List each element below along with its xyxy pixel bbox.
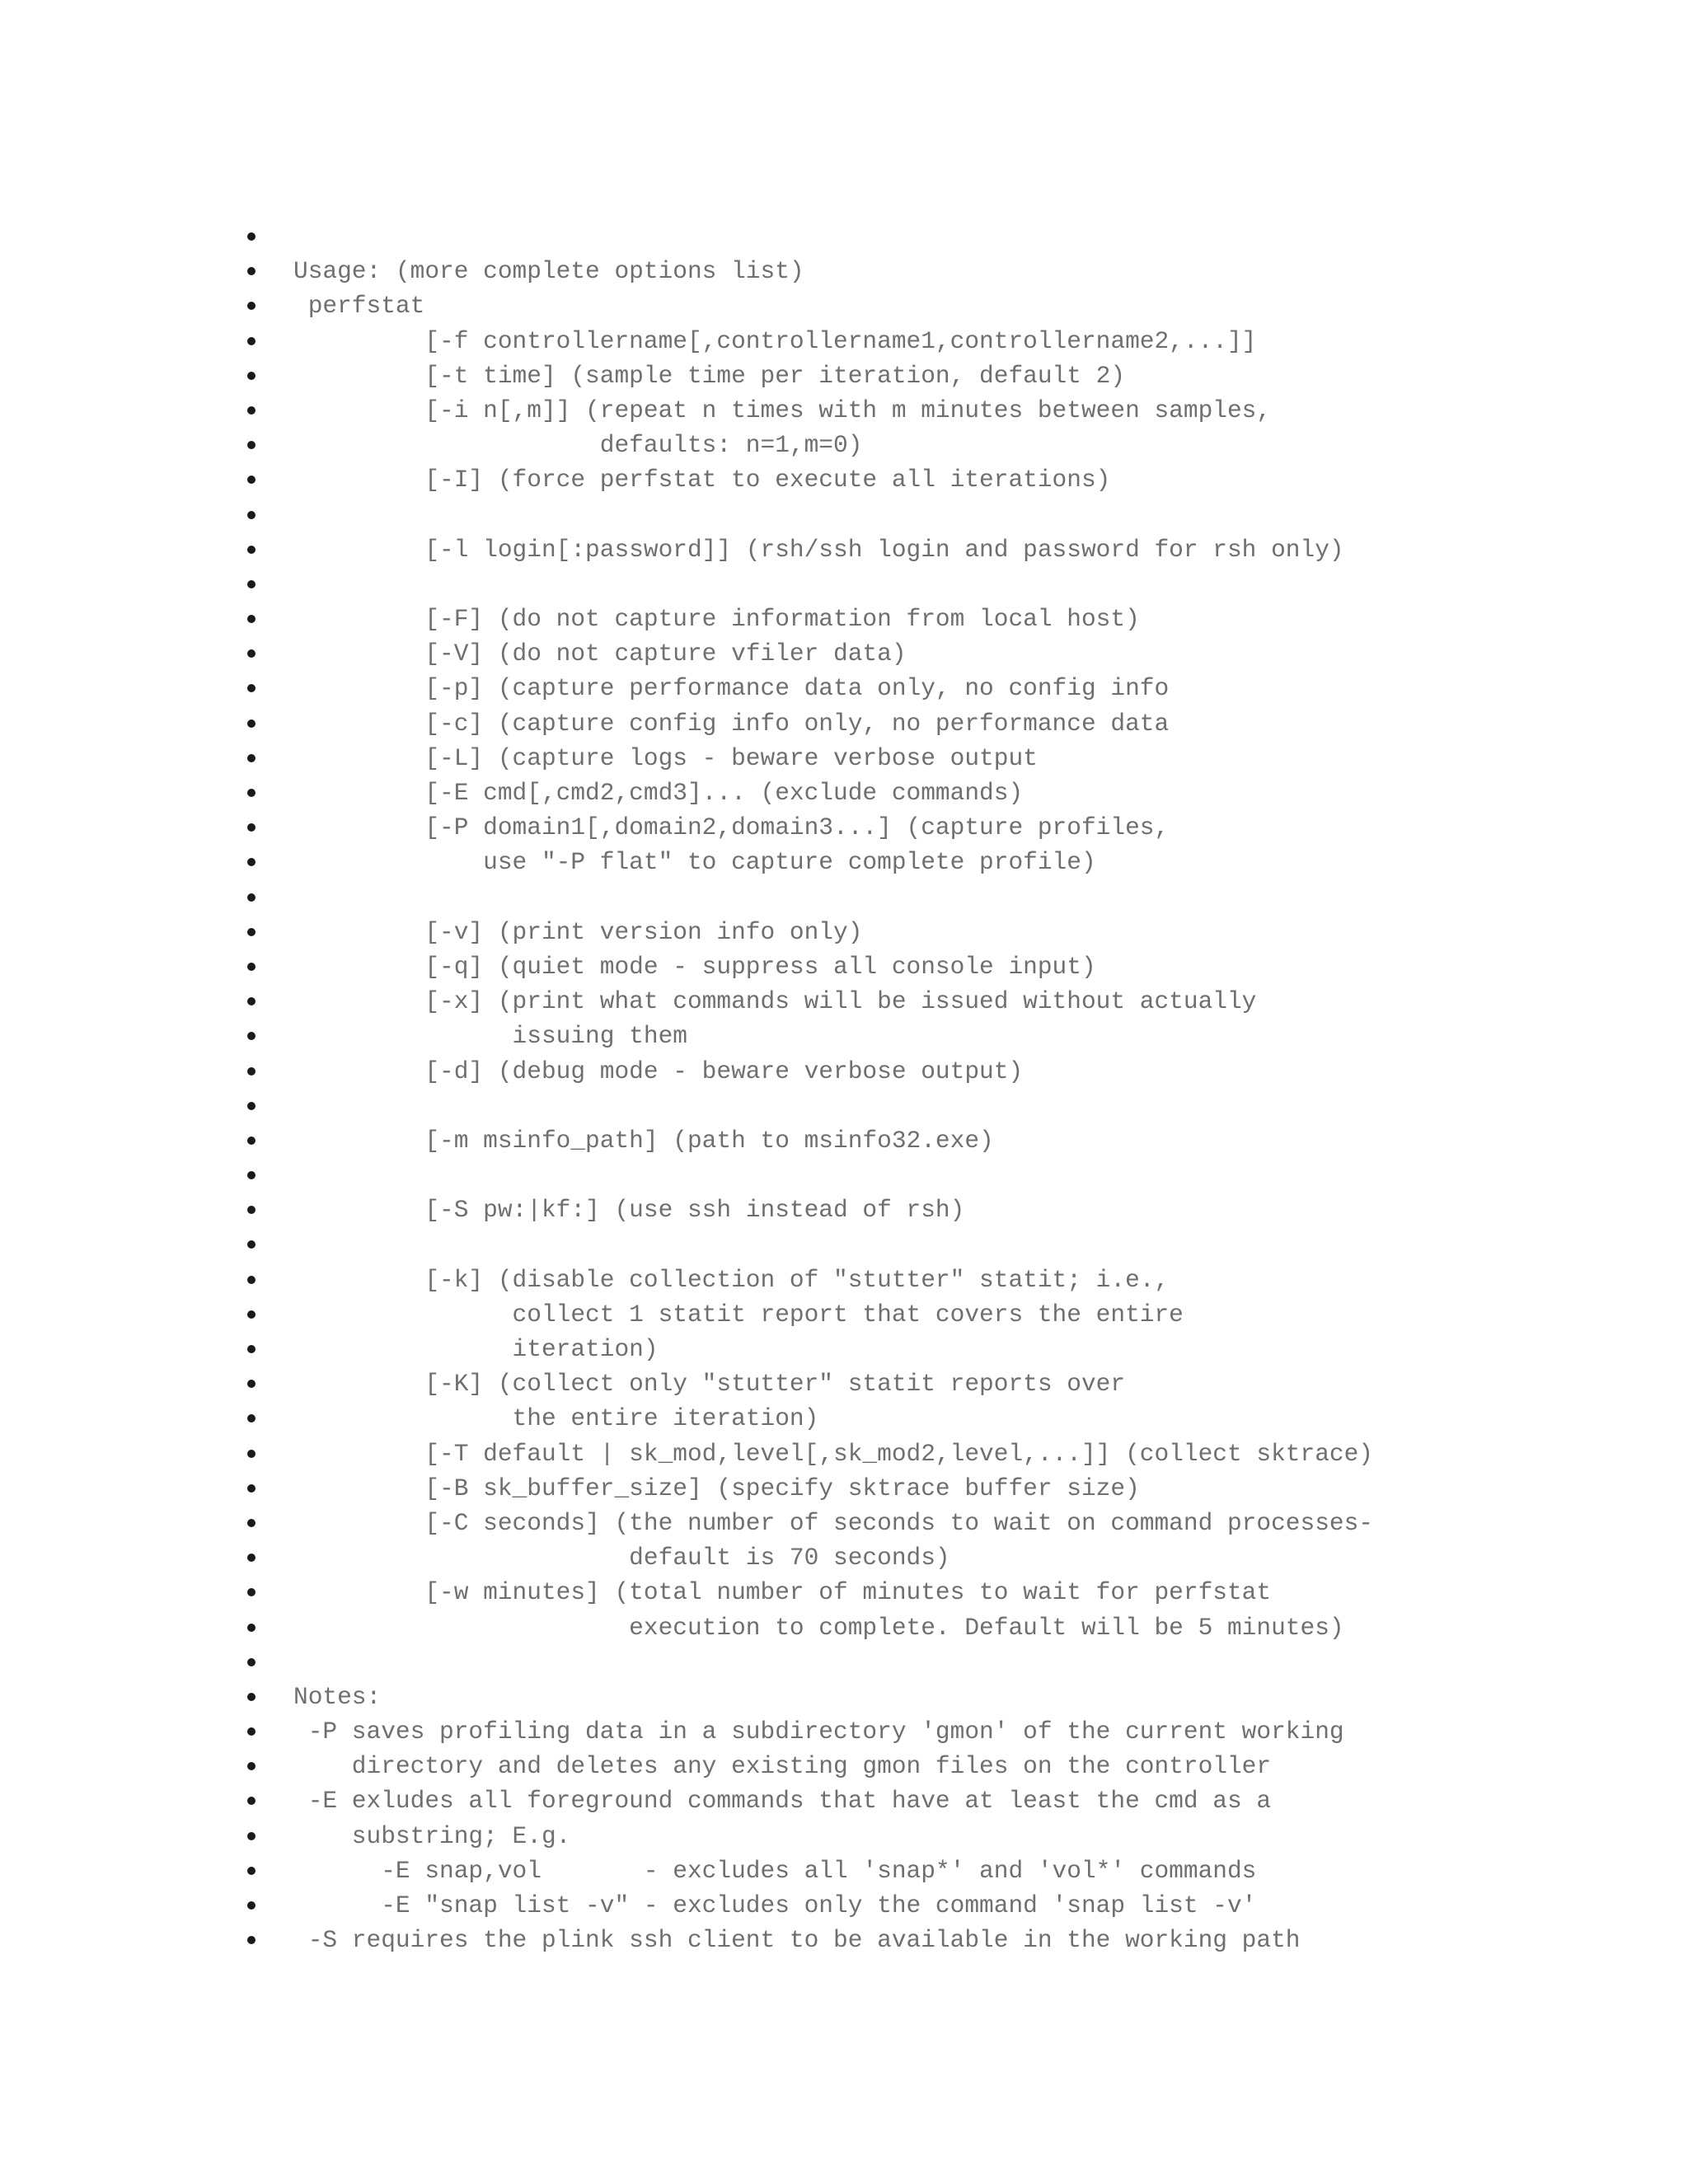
list-item-text: issuing them <box>293 1022 687 1051</box>
list-item-text: [-m msinfo_path] (path to msinfo32.exe) <box>293 1126 994 1155</box>
bullet-icon <box>247 1867 256 1875</box>
list-item-text: [-p] (capture performance data only, no config info <box>293 674 1170 703</box>
bullet-icon <box>247 1171 256 1179</box>
bullet-icon <box>247 1936 256 1944</box>
list-item-text: [-t time] (sample time per iteration, default 2) <box>293 361 1126 390</box>
bullet-icon <box>247 546 256 554</box>
bullet-icon <box>247 615 256 623</box>
list-item-text: [-d] (debug mode - beware verbose output) <box>293 1057 1024 1085</box>
bullet-icon <box>247 1588 256 1596</box>
list-item-text: [-C seconds] (the number of seconds to wait on command processes- <box>293 1508 1374 1537</box>
bullet-icon <box>247 649 256 658</box>
list-item-text: [-P domain1[,domain2,domain3...] (capture profiles, <box>293 813 1170 842</box>
bullet-icon <box>247 928 256 936</box>
bullet-icon <box>247 1345 256 1353</box>
list-item-text: [-L] (capture logs - beware verbose output <box>293 743 1038 772</box>
list-item-text: [-x] (print what commands will be issued without actually <box>293 987 1257 1016</box>
bullet-icon <box>247 580 256 588</box>
list-item-text: perfstat <box>293 292 425 321</box>
list-item-text: [-i n[,m]] (repeat n times with m minutes between samples, <box>293 396 1272 424</box>
bullet-icon <box>247 1624 256 1632</box>
list-item-text: [-I] (force perfstat to execute all iterations) <box>293 466 1111 494</box>
list-item-text: [-v] (print version info only) <box>293 917 863 946</box>
bullet-icon <box>247 893 256 902</box>
list-item-text: [-k] (disable collection of "stutter" statit; i.e., <box>293 1265 1170 1294</box>
bullet-icon <box>247 684 256 692</box>
bullet-icon <box>247 1484 256 1493</box>
list-item-text: default is 70 seconds) <box>293 1544 950 1572</box>
bullet-icon <box>247 1901 256 1910</box>
bullet-icon <box>247 337 256 345</box>
bullet-icon <box>247 1310 256 1319</box>
bullet-icon <box>247 1380 256 1388</box>
bullet-icon <box>247 1206 256 1214</box>
bullet-icon <box>247 823 256 832</box>
list-item-text: [-K] (collect only "stutter" statit reports over <box>293 1370 1126 1399</box>
list-item-text: -P saves profiling data in a subdirectory 'gmon' of the current working <box>293 1718 1344 1746</box>
list-item-text: substring; E.g. <box>293 1821 571 1850</box>
bullet-icon <box>247 754 256 762</box>
bullet-icon <box>247 1762 256 1770</box>
bullet-icon <box>247 963 256 971</box>
list-item-text: [-V] (do not capture vfiler data) <box>293 640 907 668</box>
bullet-icon <box>247 441 256 449</box>
bullet-icon <box>247 1032 256 1040</box>
bullet-icon <box>247 1727 256 1736</box>
list-item-text: [-w minutes] (total number of minutes to wait for perfstat <box>293 1578 1272 1607</box>
list-item-text: collect 1 statit report that covers the entire <box>293 1300 1184 1329</box>
bullet-icon <box>247 511 256 519</box>
bullet-icon <box>247 1240 256 1249</box>
bullet-icon <box>247 267 256 275</box>
list-item-text: -E "snap list -v" - excludes only the command 'snap list -v' <box>293 1891 1257 1919</box>
bullet-icon <box>247 302 256 310</box>
list-item-text: -E exludes all foreground commands that have at least the cmd as a <box>293 1787 1272 1816</box>
list-item-text: -S requires the plink ssh client to be available in the working path <box>293 1926 1301 1955</box>
bullet-icon <box>247 1276 256 1284</box>
bullet-icon <box>247 1519 256 1527</box>
bullet-icon <box>247 997 256 1005</box>
bullet-icon <box>247 476 256 484</box>
list-item-text: the entire iteration) <box>293 1404 819 1433</box>
list-item-text: [-T default | sk_mod,level[,sk_mod2,level,...]] (collect sktrace) <box>293 1439 1374 1468</box>
list-item-text: [-c] (capture config info only, no performance data <box>293 709 1170 738</box>
bullet-icon <box>247 1102 256 1110</box>
list-item-text: [-E cmd[,cmd2,cmd3]... (exclude commands) <box>293 779 1024 807</box>
bullet-icon <box>247 789 256 797</box>
bullet-icon <box>247 372 256 380</box>
list-item-text: directory and deletes any existing gmon files on the controller <box>293 1752 1272 1781</box>
bullet-icon <box>247 1137 256 1145</box>
list-item-text: Notes: <box>293 1682 382 1711</box>
bullet-icon <box>247 1414 256 1422</box>
list-item-text: execution to complete. Default will be 5 minutes) <box>293 1613 1344 1642</box>
bullet-icon <box>247 858 256 866</box>
bullet-icon <box>247 1450 256 1458</box>
bullet-icon <box>247 1658 256 1666</box>
list-item-text: [-S pw:|kf:] (use ssh instead of rsh) <box>293 1196 965 1225</box>
list-item-text: -E snap,vol - excludes all 'snap*' and 'vol*' commands <box>293 1856 1257 1885</box>
list-item-text: [-B sk_buffer_size] (specify sktrace buffer size) <box>293 1474 1140 1502</box>
bullet-icon <box>247 719 256 728</box>
bullet-icon <box>247 232 256 241</box>
bullet-icon <box>247 1832 256 1840</box>
list-item-text: defaults: n=1,m=0) <box>293 431 863 460</box>
list-item-text: [-f controllername[,controllername1,controllername2,...]] <box>293 326 1257 355</box>
list-item-text: iteration) <box>293 1335 659 1363</box>
list-item-text: use "-P flat" to capture complete profile) <box>293 848 1096 877</box>
bullet-icon <box>247 1554 256 1562</box>
bullet-icon <box>247 1067 256 1076</box>
list-item-text: [-q] (quiet mode - suppress all console input) <box>293 952 1096 981</box>
list-item-text: [-F] (do not capture information from local host) <box>293 605 1140 634</box>
bullet-icon <box>247 1797 256 1805</box>
list-item-text: [-l login[:password]] (rsh/ssh login and password for rsh only) <box>293 535 1344 564</box>
bullet-icon <box>247 1693 256 1701</box>
list-item-text: Usage: (more complete options list) <box>293 257 804 286</box>
bullet-icon <box>247 406 256 415</box>
